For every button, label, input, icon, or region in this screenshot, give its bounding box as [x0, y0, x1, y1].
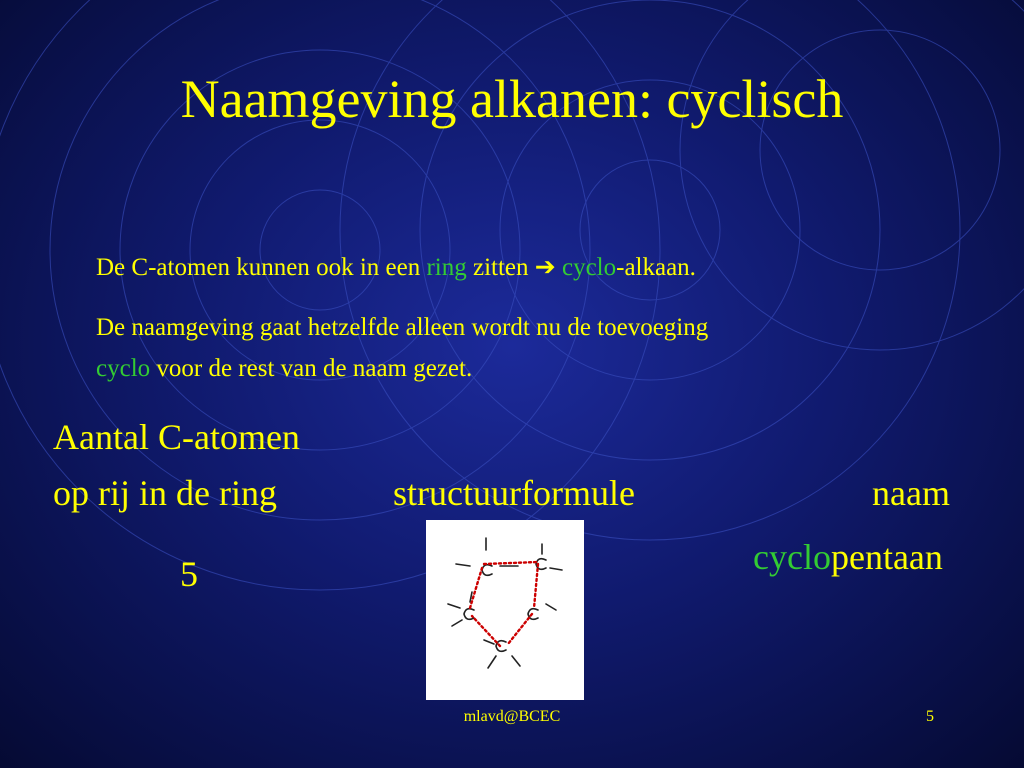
- intro-text-1: De C-atomen kunnen ook in een: [96, 254, 427, 281]
- page-number: 5: [926, 708, 934, 725]
- column-header-count-line1: Aantal C-atomen: [53, 417, 300, 457]
- structural-formula-image: [426, 520, 584, 700]
- cyclopentane-drawing: [426, 520, 584, 700]
- column-header-count-line2: op rij in de ring: [53, 473, 277, 513]
- footer-author: mlavd@BCEC: [463, 708, 561, 725]
- slide-title: Naamgeving alkanen: cyclisch: [180, 69, 844, 129]
- ring-word: ring: [426, 254, 467, 281]
- intro-text-4: voor de rest van de naam gezet.: [150, 355, 473, 382]
- intro-line-1: [96, 252, 696, 282]
- cyclo-word: cyclo: [561, 254, 617, 281]
- column-header-structure: structuurformule: [393, 473, 635, 513]
- carbon-count: 5: [180, 554, 198, 594]
- intro-text-2: zitten: [466, 254, 535, 281]
- compound-name: [753, 536, 943, 578]
- intro-line-2: De naamgeving gaat hetzelfde alleen wordt nu de toevoeging: [96, 314, 709, 341]
- intro-line-3: [96, 355, 472, 383]
- compound-name-prefix: cyclo: [753, 537, 831, 577]
- intro-text-3: -alkaan.: [616, 254, 696, 281]
- compound-name-suffix: pentaan: [830, 537, 943, 577]
- arrow-icon: ➔: [534, 254, 556, 281]
- cyclo-word-2: cyclo: [96, 355, 151, 382]
- column-header-name: naam: [872, 473, 950, 513]
